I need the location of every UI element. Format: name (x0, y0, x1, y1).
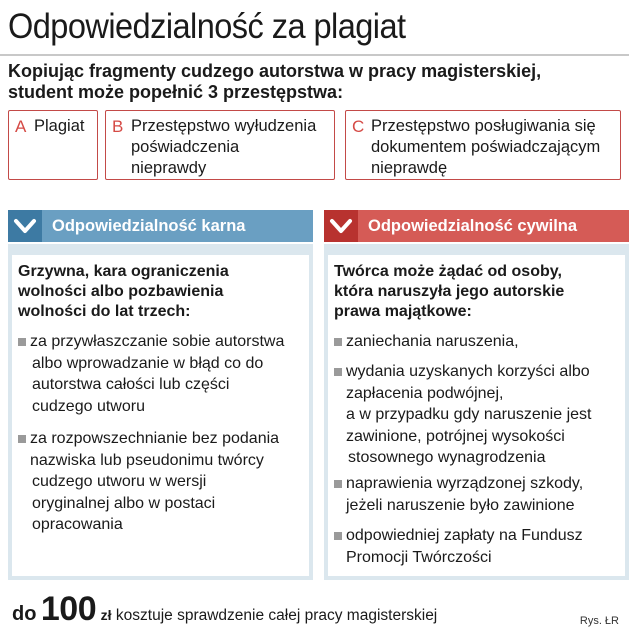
list-item-line: zaniechania naruszenia, (346, 333, 519, 350)
offense-text (371, 116, 616, 179)
footer-text: kosztuje sprawdzenie całej pracy magisterskiej (115, 607, 438, 624)
list-item-line: za przywłaszczanie sobie autorstwa (30, 333, 285, 350)
offense-letter: B (112, 117, 124, 136)
cywilna-header (324, 210, 629, 242)
list-item-line: naprawienia wyrządzonej szkody, (346, 475, 584, 492)
offense-letter: A (15, 117, 27, 136)
lead-line: Grzywna, kara ograniczenia (18, 263, 229, 280)
offense-text-line: nieprawdę (371, 159, 448, 177)
list-item-line: opracowania (32, 516, 123, 533)
offense-box-c (345, 110, 621, 180)
list-item-line: cudzego utworu (32, 397, 145, 415)
offense-box-a (8, 110, 98, 180)
cywilna-panel (324, 244, 629, 580)
karna-lead (18, 262, 305, 322)
title-divider (0, 54, 629, 56)
karna-panel (8, 244, 313, 580)
list-item-line: zapłacenia podwójnej, (346, 384, 504, 402)
offense-text-line: dokumentem poświadczającym (371, 138, 601, 156)
list-item-line: stosownego wynagrodzenia (348, 449, 546, 466)
list-item-line: autorstwa całości lub części (32, 376, 230, 393)
list-item-line: nazwiska lub pseudonimu twórcy (30, 451, 264, 469)
karna-heading: Odpowiedzialność karna (42, 210, 313, 242)
subtitle-line-1: Kopiując fragmenty cudzego autorstwa w pracy magisterskiej, (8, 61, 542, 81)
cywilna-heading: Odpowiedzialność cywilna (358, 210, 629, 242)
list-item-line: oryginalnej albo w postaci (32, 494, 216, 512)
offense-letter: C (352, 117, 365, 136)
karna-header (8, 210, 313, 242)
list-item-line: cudzego utworu w wersji (32, 473, 207, 490)
bullet-square-icon (18, 435, 26, 443)
offense-text-line: Przestępstwo posługiwania się (371, 117, 596, 135)
page-title: Odpowiedzialność za plagiat (8, 7, 406, 46)
cywilna-lead (334, 262, 621, 322)
lead-line: wolności albo pozbawienia (18, 283, 224, 300)
offense-text-line: nieprawdy (131, 159, 207, 177)
lead-line: prawa majątkowe: (334, 303, 472, 320)
chevron-down-icon (324, 210, 358, 242)
offense-text-line: Przestępstwo wyłudzenia (131, 117, 317, 135)
list-item-line: za rozpowszechnianie bez podania (30, 430, 280, 447)
offense-text (34, 116, 93, 137)
offense-text (131, 116, 330, 179)
image-credit: Rys. ŁR (579, 615, 619, 627)
footer-unit: zł (100, 607, 112, 623)
subtitle-line-2: student może popełnić 3 przestępstwa: (8, 82, 344, 102)
bullet-square-icon (334, 338, 342, 346)
list-item-line: Promocji Twórczości (346, 548, 492, 566)
offense-box-b (105, 110, 335, 180)
list-item-line: albo wprowadzanie w błąd co do (32, 354, 264, 372)
footer-prefix: do (12, 603, 37, 625)
list-item-line: odpowiedniej zapłaty na Fundusz (346, 527, 583, 544)
bullet-square-icon (334, 480, 342, 488)
offense-text-line: poświadczenia (131, 138, 240, 156)
lead-line: wolności do lat trzech: (18, 303, 191, 320)
subtitle (8, 61, 623, 103)
bullet-square-icon (334, 368, 342, 376)
bullet-square-icon (18, 338, 26, 346)
list-item-line: zawinione, potrójnej wysokości (346, 427, 565, 445)
lead-line: Twórca może żądać od osoby, (334, 263, 562, 280)
list-item-line: wydania uzyskanych korzyści albo (346, 363, 590, 380)
list-item-line: jeżeli naruszenie było zawinione (346, 496, 575, 514)
bullet-square-icon (334, 532, 342, 540)
cost-footer (12, 590, 437, 626)
chevron-down-icon (8, 210, 42, 242)
footer-amount: 100 (40, 590, 97, 628)
lead-line: która naruszyła jego autorskie (334, 283, 565, 300)
list-item-line: a w przypadku gdy naruszenie jest (346, 406, 592, 423)
offense-text-line: Plagiat (34, 117, 85, 135)
